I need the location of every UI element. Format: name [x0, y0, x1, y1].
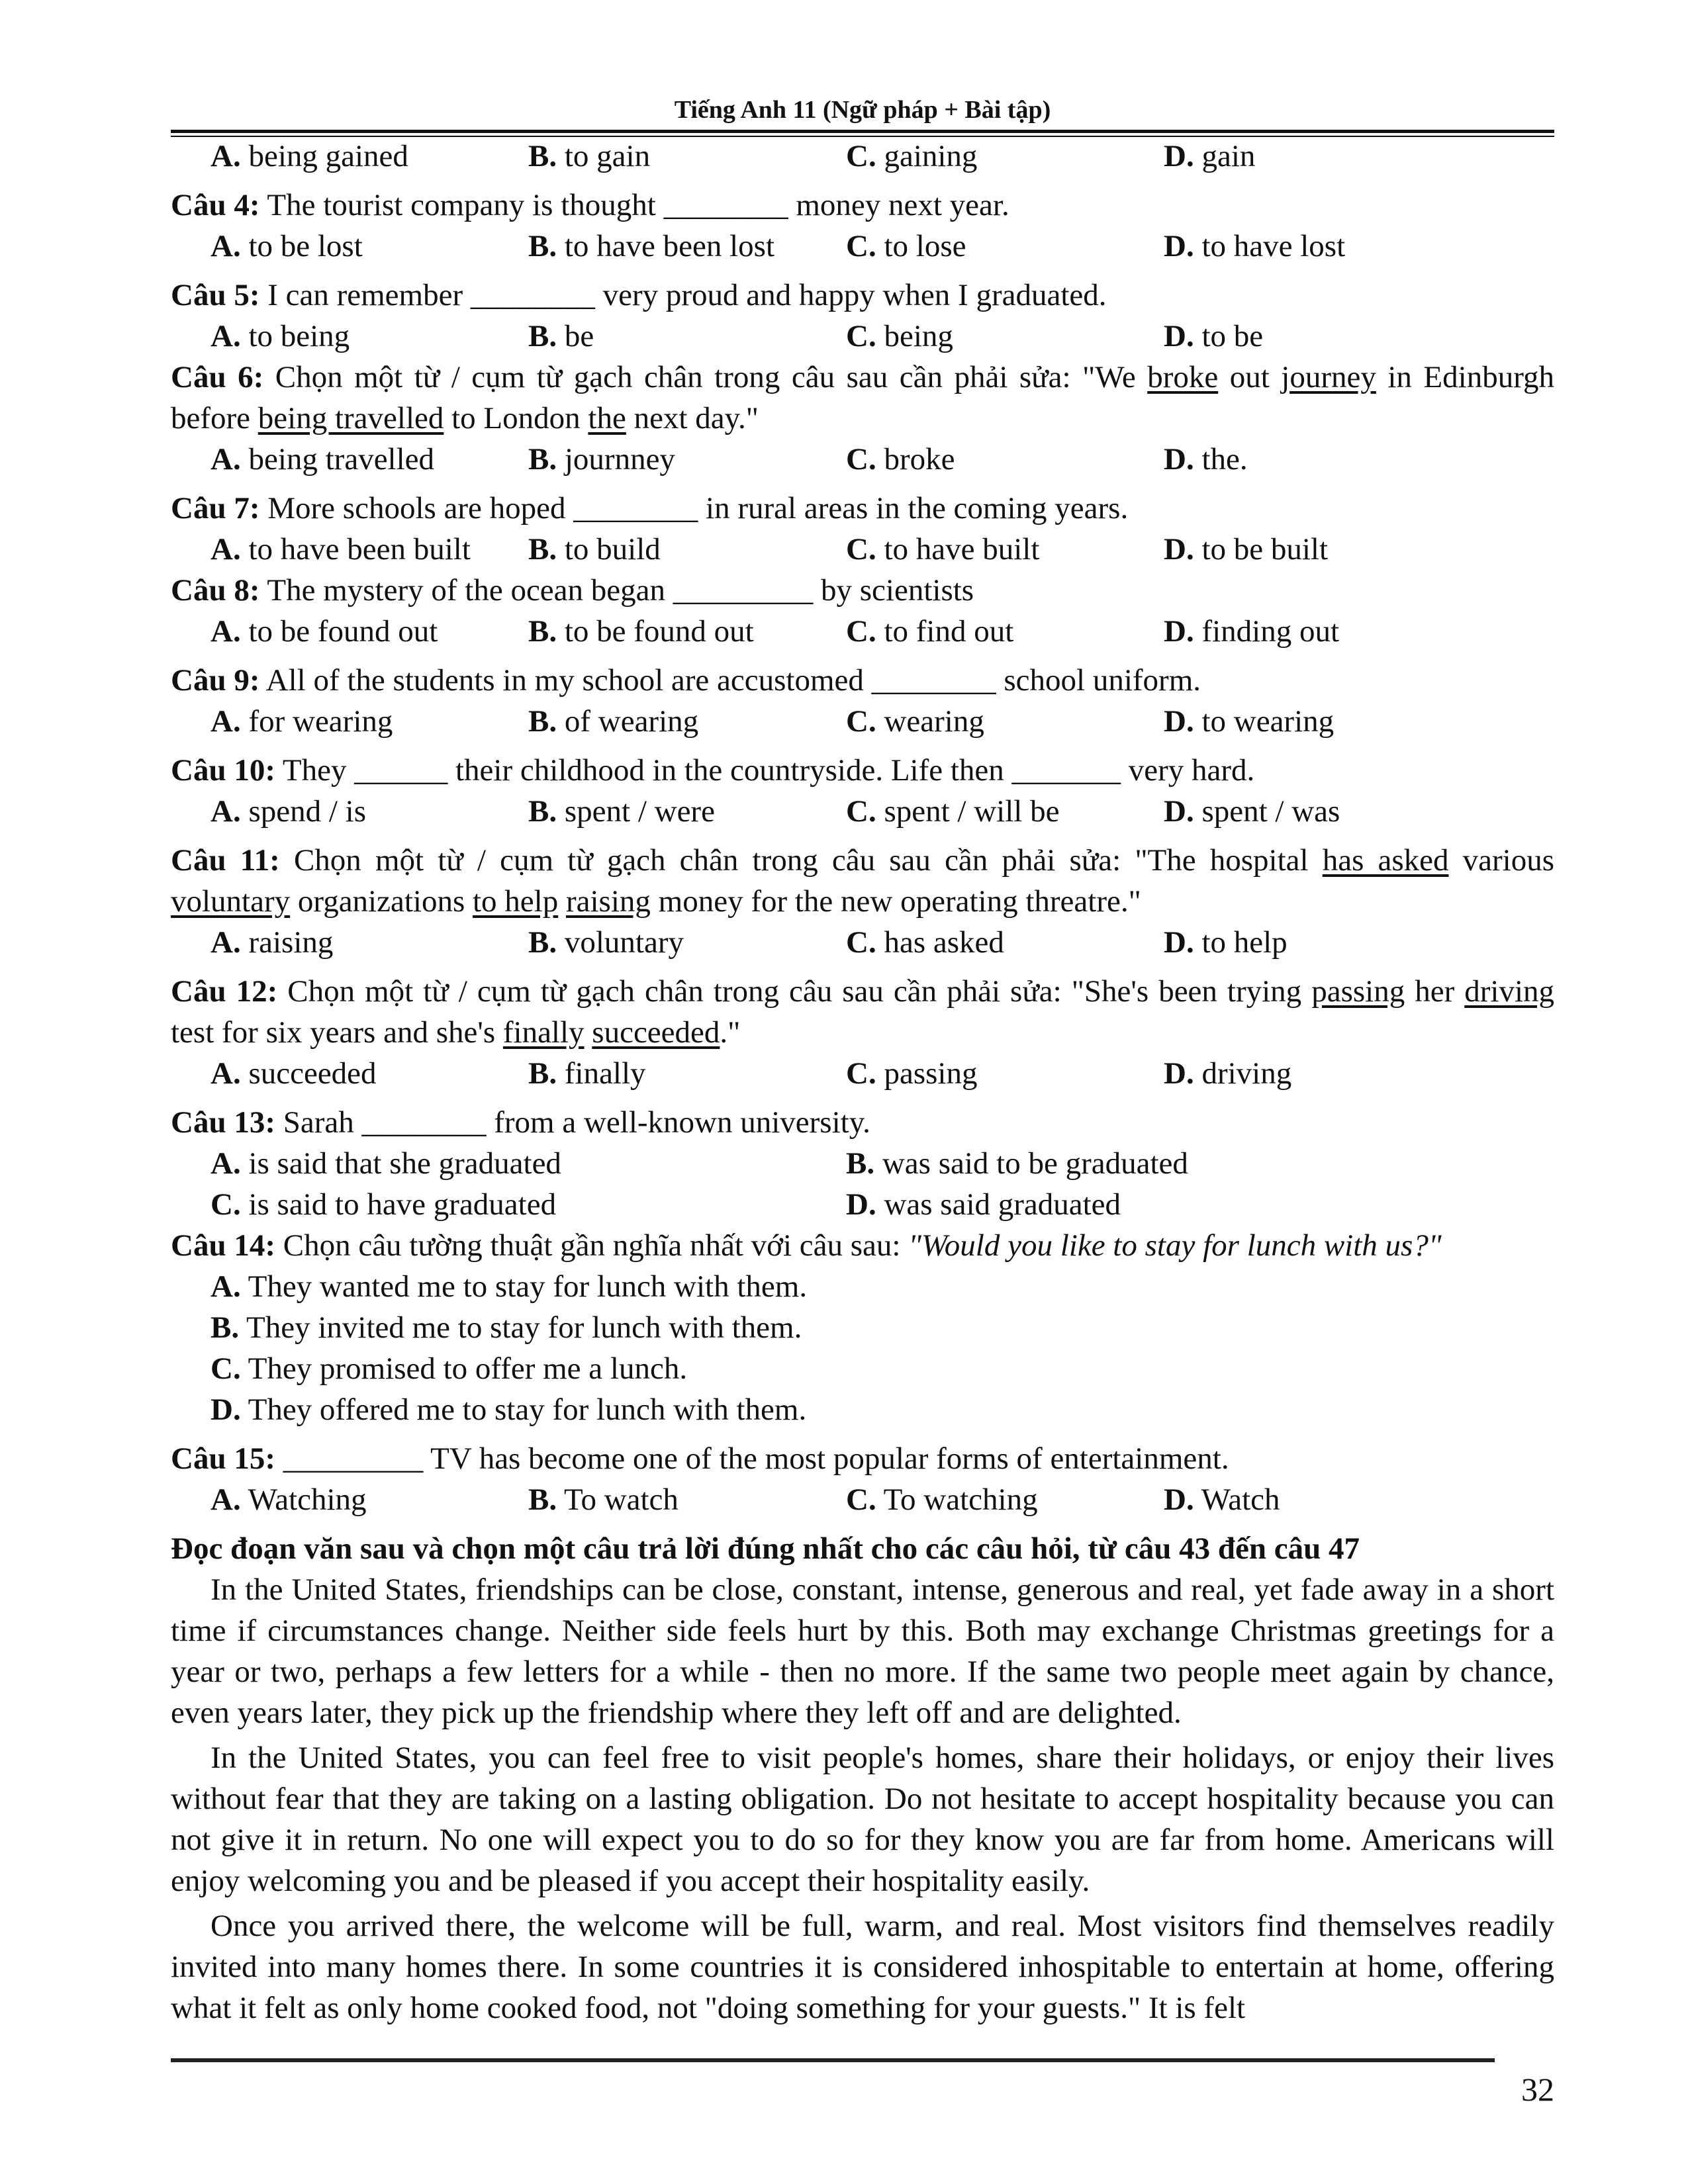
question-6-options: [171, 439, 1554, 480]
option-c: C. is said to have graduated: [211, 1187, 557, 1222]
option-d: D. driving: [1164, 1056, 1292, 1091]
option-c: C. to find out: [846, 614, 1014, 649]
question-11-options: [171, 922, 1554, 963]
option-a: A. Watching: [211, 1482, 367, 1517]
option-c: C. has asked: [846, 925, 1004, 960]
question-6: Câu 6: Chọn một từ / cụm từ gạch chân trong câu sau cần phải sửa: "We broke out journey in Edinburgh before being travelled to London the next day." A. being travelled B. journney C. broke D. the.: [171, 357, 1554, 480]
question-14-options: [171, 1266, 1554, 1430]
option-c: C. broke: [846, 442, 955, 477]
option-d: D. to wearing: [1164, 704, 1335, 739]
option-d: D. to be: [1164, 319, 1264, 353]
question-14: Câu 14: Chọn câu tường thuật gần nghĩa nhất với câu sau: "Would you like to stay for lunch with us?" A. They wanted me to stay for lunch with them. B. They invited me to stay for lunch with them. C. They promised to offer me a lunch. D. They offered me to stay for lunch with them.: [171, 1225, 1554, 1430]
option-a: A. succeeded: [211, 1056, 377, 1091]
passage-paragraph: Once you arrived there, the welcome will be full, warm, and real. Most visitors find themselves readily invited into many homes there. In some countries it is considered inhospitable to entertain at home, offering what it felt as only home cooked food, not "doing something for your guests." It is felt: [171, 1909, 1554, 2025]
option-d: D. gain: [1164, 139, 1256, 173]
option-b: B. was said to be graduated: [846, 1146, 1188, 1181]
question-5: Câu 5: I can remember ________ very proud and happy when I graduated. A. to being B. be C. being D. to be: [171, 275, 1554, 357]
option-b: B. of wearing: [528, 704, 699, 739]
question-7: Câu 7: More schools are hoped ________ in rural areas in the coming years. A. to have been built B. to build C. to have built D. to be built: [171, 488, 1554, 570]
passage-paragraph: In the United States, you can feel free to visit people's homes, share their holidays, or enjoy their lives without fear that they are taking on a lasting obligation. Do not hesitate to accept hospitality because you can not give it in return. No one will expect you to do so for they know you are far from home. Americans will enjoy welcoming you and be pleased if you accept their hospitality easily.: [171, 1741, 1554, 1898]
option-c: C. spent / will be: [846, 794, 1060, 829]
option-c: C. to have built: [846, 532, 1040, 567]
question-13-options-row1: [171, 1143, 1554, 1184]
option-c: C. to lose: [846, 229, 966, 263]
option-a: A. to have been built: [211, 532, 471, 567]
option-d: D. finding out: [1164, 614, 1340, 649]
option-d: D. the.: [1164, 442, 1248, 477]
question-12: Câu 12: Chọn một từ / cụm từ gạch chân trong câu sau cần phải sửa: "She's been trying passing her driving test for six years and she's finally succeeded." A. succeeded B. finally C. passing D. driving: [171, 971, 1554, 1094]
option-c: C. wearing: [846, 704, 984, 739]
question-9: Câu 9: All of the students in my school are accustomed ________ school uniform. A. for wearing B. of wearing C. wearing D. to wearing: [171, 660, 1554, 742]
option-b: B. voluntary: [528, 925, 684, 960]
footer-rule: [171, 2058, 1495, 2062]
option-b: B. To watch: [528, 1482, 679, 1517]
option-a: A. raising: [211, 925, 334, 960]
option-b: B. to be found out: [528, 614, 754, 649]
option-b: B. to build: [528, 532, 661, 567]
option-c: C. passing: [846, 1056, 978, 1091]
question-3-options: [171, 136, 1554, 177]
question-13-options-row2: [171, 1184, 1554, 1225]
option-c: C. They promised to offer me a lunch.: [211, 1351, 688, 1386]
option-c: C. To watching: [846, 1482, 1038, 1517]
page-header: Tiếng Anh 11 (Ngữ pháp + Bài tập): [674, 96, 1051, 124]
question-13: Câu 13: Sarah ________ from a well-known university. A. is said that she graduated B. was said to be graduated C. is said to have graduated D. was said graduated: [171, 1102, 1554, 1225]
question-8: Câu 8: The mystery of the ocean began _________ by scientists A. to be found out B. to be found out C. to find out D. finding out: [171, 570, 1554, 652]
question-15: Câu 15: _________ TV has become one of the most popular forms of entertainment. A. Watching B. To watch C. To watching D. Watch: [171, 1438, 1554, 1520]
option-a: A. to being: [211, 319, 350, 353]
page-content: [171, 136, 1554, 2032]
option-b: B. be: [528, 319, 594, 353]
option-a: A. to be found out: [211, 614, 438, 649]
option-b: B. They invited me to stay for lunch with them.: [211, 1310, 802, 1345]
option-c: C. gaining: [846, 139, 978, 173]
option-b: B. journney: [528, 442, 675, 477]
option-a: A. being travelled: [211, 442, 435, 477]
option-d: D. to help: [1164, 925, 1288, 960]
option-d: D. They offered me to stay for lunch with them.: [211, 1392, 807, 1427]
option-d: D. to be built: [1164, 532, 1329, 567]
question-10: Câu 10: They ______ their childhood in the countryside. Life then _______ very hard. A. spend / is B. spent / were C. spent / will be D. spent / was: [171, 750, 1554, 832]
question-4: Câu 4: The tourist company is thought ________ money next year. A. to be lost B. to have been lost C. to lose D. to have lost: [171, 185, 1554, 267]
passage-paragraph: In the United States, friendships can be close, constant, intense, generous and real, yet fade away in a short time if circumstances change. Neither side feels hurt by this. Both may exchange Christmas greetings for a year or two, perhaps a few letters for a while - then no more. If the same two people meet again by chance, even years later, they pick up the friendship where they left off and are delighted.: [171, 1572, 1554, 1730]
question-12-options: [171, 1053, 1554, 1094]
question-5-options: [171, 316, 1554, 357]
option-c: C. being: [846, 319, 953, 353]
option-b: B. finally: [528, 1056, 646, 1091]
option-a: A. to be lost: [211, 229, 363, 263]
page-number: 32: [1521, 2071, 1554, 2108]
option-a: A. being gained: [211, 139, 408, 173]
header-rule: [171, 130, 1554, 133]
option-a: A. is said that she graduated: [211, 1146, 561, 1181]
option-d: D. was said graduated: [846, 1187, 1121, 1222]
option-a: A. spend / is: [211, 794, 367, 829]
option-d: D. Watch: [1164, 1482, 1280, 1517]
option-b: B. spent / were: [528, 794, 715, 829]
question-9-options: [171, 701, 1554, 742]
option-d: D. to have lost: [1164, 229, 1346, 263]
question-4-options: [171, 226, 1554, 267]
question-7-options: [171, 529, 1554, 570]
passage-title: Đọc đoạn văn sau và chọn một câu trả lời đúng nhất cho các câu hỏi, từ câu 43 đến câu 47: [171, 1531, 1360, 1566]
question-11: Câu 11: Chọn một từ / cụm từ gạch chân trong câu sau cần phải sửa: "The hospital has asked various voluntary organizations to help raising money for the new operating threatre." A. raising B. voluntary C. has asked D. to help: [171, 840, 1554, 963]
question-8-options: [171, 611, 1554, 652]
question-15-options: [171, 1479, 1554, 1520]
option-a: A. for wearing: [211, 704, 393, 739]
option-d: D. spent / was: [1164, 794, 1340, 829]
option-b: B. to gain: [528, 139, 651, 173]
option-a: A. They wanted me to stay for lunch with them.: [211, 1269, 808, 1304]
option-b: B. to have been lost: [528, 229, 775, 263]
question-10-options: [171, 791, 1554, 832]
